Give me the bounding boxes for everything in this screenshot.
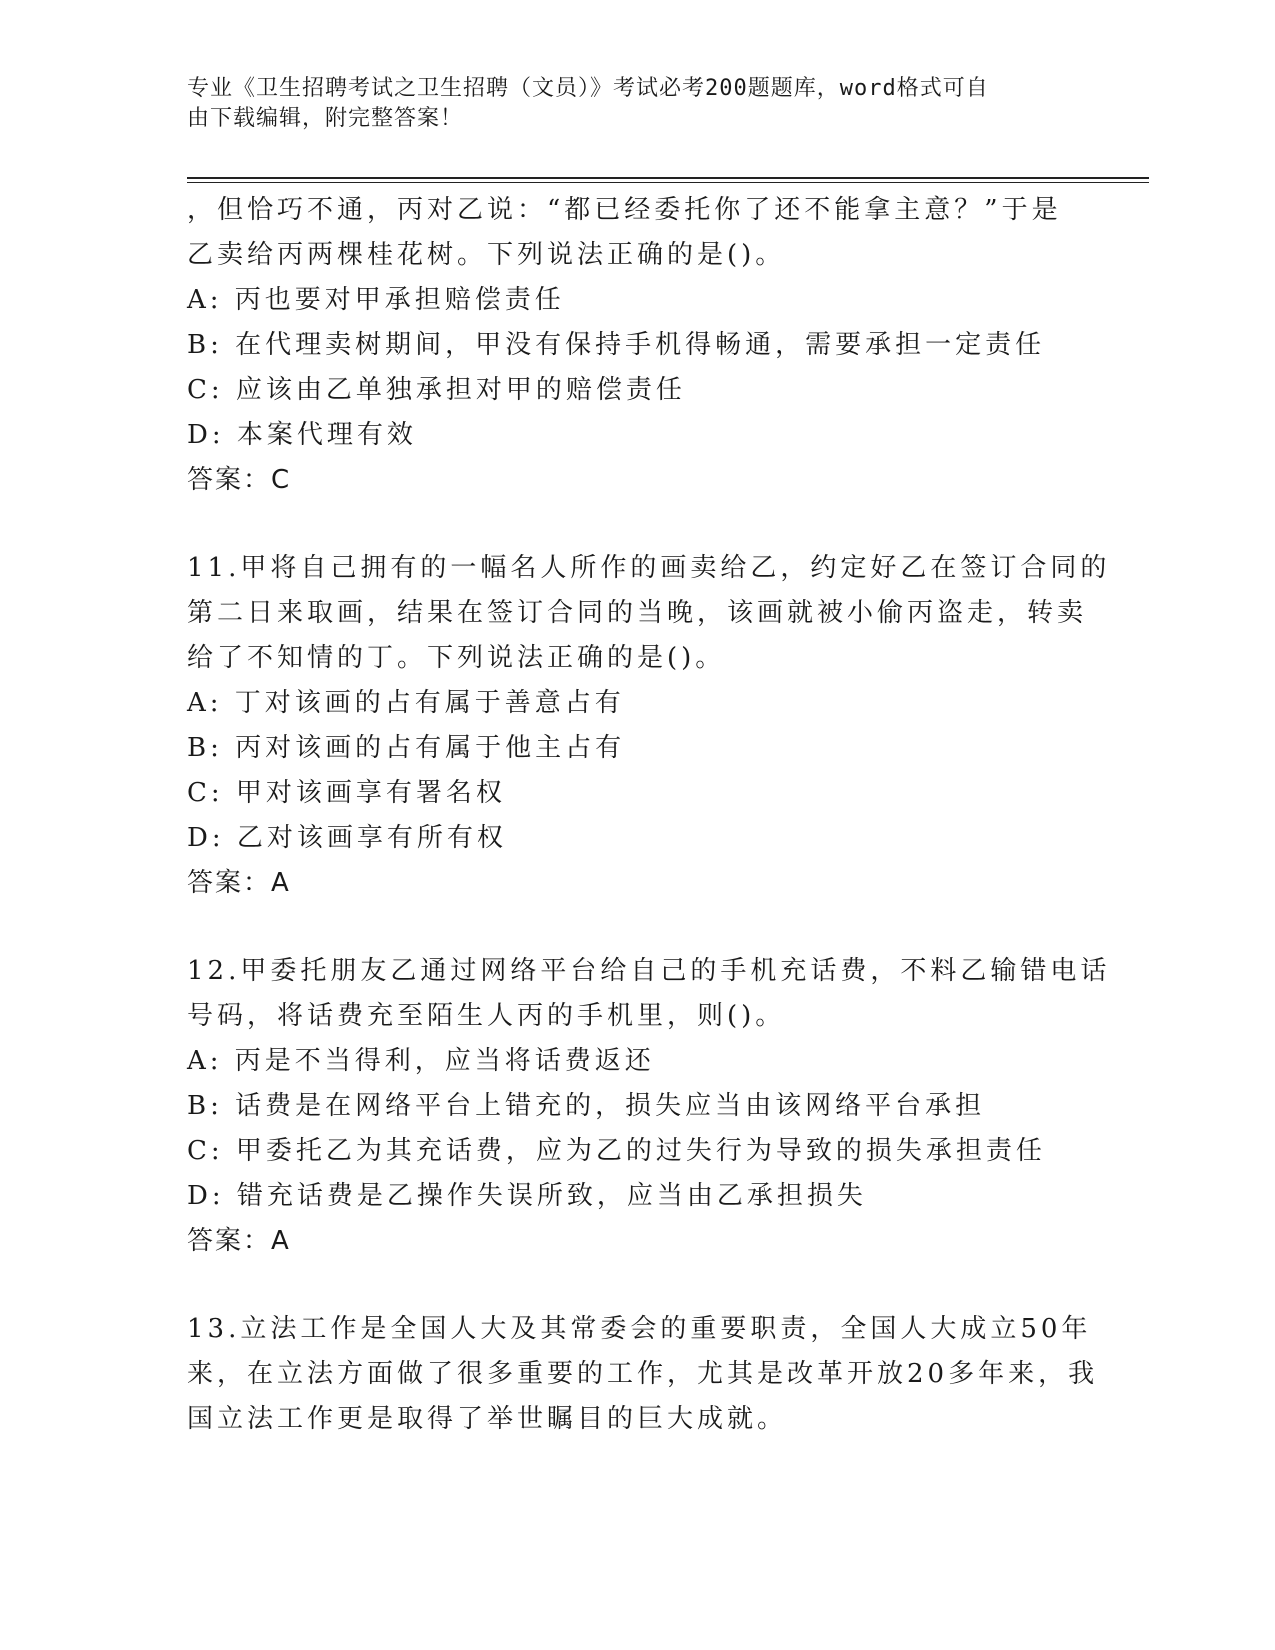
option-a: A: 丙也要对甲承担赔偿责任 (187, 285, 565, 315)
option-c: C: 甲委托乙为其充话费，应为乙的过失行为导致的损失承担责任 (187, 1136, 1046, 1166)
option-c: C: 甲对该画享有署名权 (187, 778, 506, 808)
option-c: C: 应该由乙单独承担对甲的赔偿责任 (187, 375, 686, 405)
question-12 (187, 949, 1111, 1264)
option-a: A: 丁对该画的占有属于善意占有 (187, 688, 625, 718)
question-stem-line: 来，在立法方面做了很多重要的工作，尤其是改革开放20多年来，我 (187, 1359, 1099, 1389)
question-stem-line: 13.立法工作是全国人大及其常委会的重要职责，全国人大成立50年 (187, 1314, 1092, 1344)
question-13 (187, 1307, 1099, 1442)
question-stem-line: 12.甲委托朋友乙通过网络平台给自己的手机充话费，不料乙输错电话 (187, 956, 1111, 986)
answer: 答案：A (187, 1226, 291, 1256)
answer: 答案：C (187, 465, 292, 495)
question-stem-line: ，但恰巧不通，丙对乙说：“都已经委托你了还不能拿主意？”于是 (187, 195, 1062, 225)
header-divider (187, 177, 1149, 183)
answer: 答案：A (187, 868, 291, 898)
option-d: D: 本案代理有效 (187, 420, 417, 450)
option-d: D: 乙对该画享有所有权 (187, 823, 507, 853)
option-b: B: 丙对该画的占有属于他主占有 (187, 733, 626, 763)
question-stem-line: 国立法工作更是取得了举世瞩目的巨大成就。 (187, 1404, 788, 1434)
question-stem-line: 给了不知情的丁。下列说法正确的是()。 (187, 643, 726, 673)
question-11 (187, 546, 1111, 906)
question-stem-line: 11.甲将自己拥有的一幅名人所作的画卖给乙，约定好乙在签订合同的 (187, 553, 1111, 583)
option-a: A: 丙是不当得利，应当将话费返还 (187, 1046, 655, 1076)
option-b: B: 在代理卖树期间，甲没有保持手机得畅通，需要承担一定责任 (187, 330, 1046, 360)
question-stem-line: 第二日来取画，结果在签订合同的当晚，该画就被小偷丙盗走，转卖 (187, 598, 1088, 628)
option-b: B: 话费是在网络平台上错充的，损失应当由该网络平台承担 (187, 1091, 986, 1121)
header-line-1: 专业《卫生招聘考试之卫生招聘（文员）》考试必考200题题库，word格式可自 (187, 76, 989, 101)
question-stem-line: 乙卖给丙两棵桂花树。下列说法正确的是()。 (187, 240, 786, 270)
question-stem-line: 号码，将话费充至陌生人丙的手机里，则()。 (187, 1001, 786, 1031)
question-list (187, 188, 1111, 1442)
document-header (187, 74, 1067, 134)
option-d: D: 错充话费是乙操作失误所致，应当由乙承担损失 (187, 1181, 867, 1211)
header-line-2: 由下载编辑，附完整答案！ (187, 106, 464, 131)
question-10-continued (187, 188, 1087, 503)
